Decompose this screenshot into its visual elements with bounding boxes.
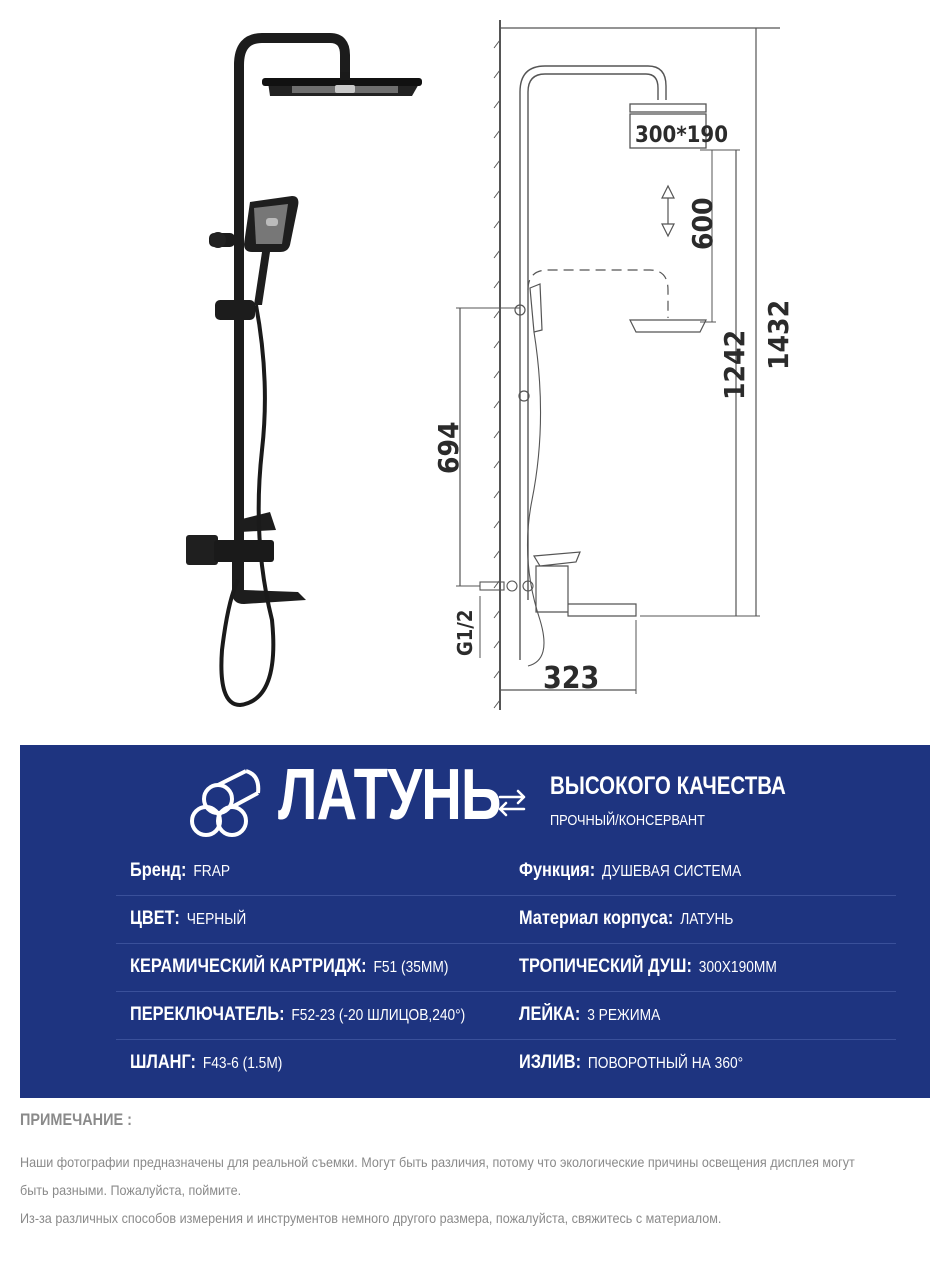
mixer-valve [186,512,306,604]
spec-cartridge [130,956,448,978]
spec-row [116,1039,896,1087]
spec-label: ЛЕЙКА: [519,1004,581,1025]
spec-hand-shower [519,1004,660,1026]
spec-row [116,943,896,991]
thread-label: G1/2 [453,609,477,656]
spec-row [116,848,896,895]
spec-label: Функция: [519,860,596,881]
note-line: Наши фотографии предназначены для реальной съемки. Могут быть различия, потому что экологические причины освещения дисплея могут [20,1154,855,1170]
shower-hose [221,305,273,705]
spec-diverter [130,1004,465,1026]
spec-hose [130,1052,282,1074]
spec-color [130,908,246,930]
spec-function [519,860,741,882]
spec-label: КЕРАМИЧЕСКИЙ КАРТРИДЖ: [130,956,367,977]
total-height-label: 1432 [762,299,795,370]
rain-shower-head [262,72,422,96]
mixer-height-label: 694 [432,421,465,474]
note-section [20,1110,930,1232]
spec-label: Бренд: [130,860,187,881]
material-banner [20,745,930,845]
spec-value: 300X190ММ [698,959,777,976]
spec-value: ЧЕРНЫЙ [186,911,247,928]
material-title: ЛАТУНЬ [278,755,501,835]
spec-value: ЛАТУНЬ [680,911,734,928]
spec-value: ПОВОРОТНЫЙ НА 360° [587,1055,744,1072]
spec-label: Материал корпуса: [519,908,674,929]
spec-panel [20,745,930,1098]
mixer-to-head-label: 1242 [718,329,751,400]
spec-value: F43-6 (1.5M) [202,1055,283,1072]
spec-label: ШЛАНГ: [130,1052,196,1073]
note-line: Из-за различных способов измерения и инструментов немного другого размера, пожалуйста, свяжитесь с материалом. [20,1210,722,1226]
spec-value: FRAP [193,863,231,880]
head-size-label: 300*190 [635,123,728,148]
spec-label: ТРОПИЧЕСКИЙ ДУШ: [519,956,692,977]
note-heading: ПРИМЕЧАНИЕ : [20,1110,132,1129]
spec-table [116,848,896,1087]
spec-brand [130,860,230,882]
quality-subtitle: ПРОЧНЫЙ/КОНСЕРВАНТ [550,812,705,829]
slider-bracket [215,300,255,320]
spec-value: F51 (35ММ) [373,959,449,976]
spec-row [116,895,896,943]
spec-value: 3 РЕЖИМА [587,1007,661,1024]
quality-title: ВЫСОКОГО КАЧЕСТВА [550,772,786,800]
spec-body-material [519,908,733,930]
swap-arrows-icon [494,785,530,821]
spec-row [116,991,896,1039]
spec-value: F52-23 (-20 ШЛИЦОВ,240°) [291,1007,466,1024]
spec-spout [519,1052,743,1074]
note-line: быть разными. Пожалуйста, поймите. [20,1182,242,1198]
spec-label: ПЕРЕКЛЮЧАТЕЛЬ: [130,1004,285,1025]
shower-arm [239,38,345,76]
adjust-range-label: 600 [686,197,719,250]
spec-rain-shower [519,956,777,978]
hand-shower [209,196,298,305]
spec-label: ЦВЕТ: [130,908,180,929]
brass-pipes-icon [188,763,266,839]
spec-value: ДУШЕВАЯ СИСТЕМА [602,863,742,880]
spout-reach-label: 323 [543,661,600,696]
spec-label: ИЗЛИВ: [519,1052,582,1073]
product-render [186,38,422,705]
